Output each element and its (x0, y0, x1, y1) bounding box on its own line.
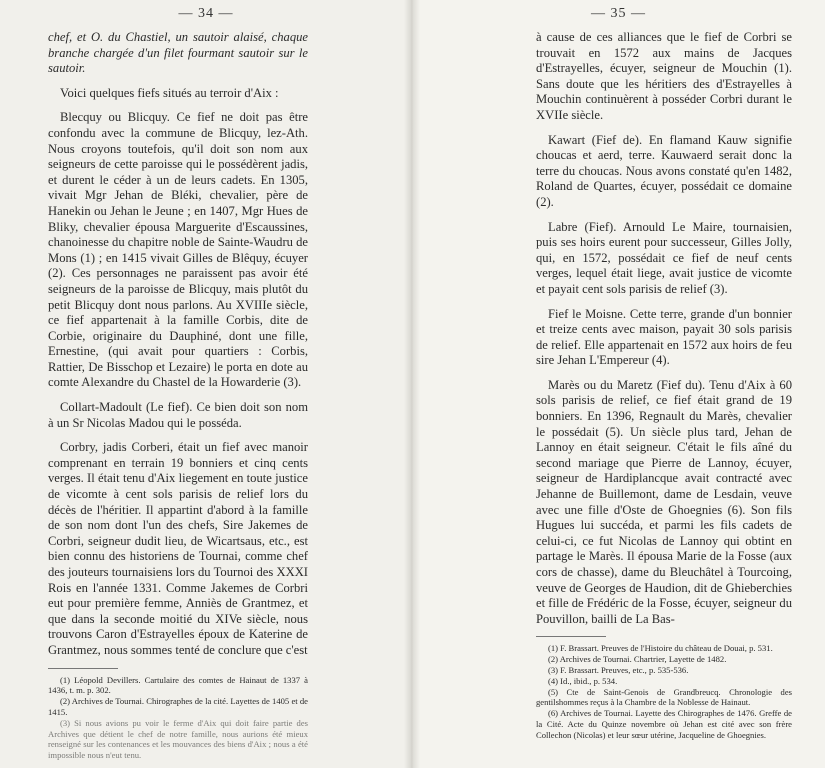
paragraph: chef, et O. du Chastiel, un sautoir alaisé, chaque branche chargée d'un filet fourmant sautoir sur le sautoir. (48, 30, 308, 76)
paragraph: Labre (Fief). Arnould Le Maire, tournaisien, puis ses hoirs eurent pour successeur, Gilles Jolly, qui, en 1572, possédait ce fief de neuf cents verges, lequel était liege, avait justice de vicomte et payait cent sols parisis de relief (3). (536, 219, 792, 296)
footnotes (48, 675, 308, 761)
paragraph: Fief le Moisne. Cette terre, grande d'un bonnier et treize cents avec maison, payait 30 sols parisis de relief. Elle appartenait en 1572 aux hoirs de feu sire Jehan L'Empereur (4). (536, 306, 792, 368)
paragraph: à cause de ces alliances que le fief de Corbri se trouvait en 1572 aux mains de Jacques d'Estrayelles, écuyer, seigneur de Mouchin (1). Sans doute que les héritiers des d'Estrayelles à Mouchin continuèrent à posséder Corbri durant le XVIIe siècle. (536, 30, 792, 122)
footnote: (3) Si nous avions pu voir le ferme d'Aix qui doit faire partie des Archives que détient le chef de notre famille, nous aurions été mieux renseigné sur les contenances et les mouvances des biens d'Aix ; nous a été impossible nous n'eut tenu. (48, 717, 308, 761)
footnote: (3) F. Brassart. Preuves, etc., p. 535-536. (548, 664, 689, 675)
paragraph: Blecquy ou Blicquy. Ce fief ne doit pas être confondu avec la commune de Blicquy, lez-Ath. Nous croyons toutefois, qu'il doit son nom aux seigneurs de cette paroisse qui le possédèrent jadis, et durent le céder à un de leurs cadets. En 1305, vivait Mgr Jehan de Bléki, chevalier, père de Hanekin ou Jehan le Jeune ; en 1407, Mgr Hues de Bliky, chevalier épousa Marguerite d'Escaussines, chanoinesse du chapitre noble de Sainte-Waudru de Mons (1) ; en 1415 vivait Gilles de Blêquy, écuyer (2). Ces personnages ne paraissent pas avoir été seigneurs de la paroisse de Blicquy, mais plutôt du petit Blicquy dont nous parlons. Au XVIIIe siècle, ce fief appartenait à la famille Corbis, dite de Corbie, originaire du Dauphiné, dont une fille, Ernestine, (qui avait pour quartiers : Corbis, Rattier, De Bisschop et Lezaire) le porta en dote au comte Alexandre du Chastel de la Howarderie (3). (48, 110, 308, 390)
page-number: — 35 — (591, 6, 646, 21)
footnote: (5) Cte de Saint-Genois de Grandbreucq. Chronologie des gentilshommes reçus à la Chambre de la Noblesse de Hainaut. (536, 686, 792, 708)
paragraph: Corbry, jadis Corberi, était un fief avec manoir comprenant en terrain 19 bonniers et cinq cents verges. Il était tenu d'Aix liegement en toute justice de vicomte à cent sols parisis de relief lors du décès de l'héritier. Il appartint d'abord à la famille de son nom dont l'un des chefs, Sire Jakemes de Corbri, seigneur dudit lieu, de Wicartsaus, etc., est bien connu des historiens de Tournai, comme chef des jouteurs tournaisiens lors du Tournoi des XXXI Rois en l'année 1331. Comme Jakemes de Corbri eut pour première femme, Anniès de Grantmez, et que dans la seconde moitié du XIVe siècle, nous trouvons Caron d'Estrayelles époux de Katerine de Grantmez, nous sommes tenté de conclure que c'est (48, 440, 308, 657)
footnote: (6) Archives de Tournai. Layette des Chirographes de 1476. Greffe de la Cité. Acte du Quinze novembre où Jehan est cité avec son frère Collechon (Nicolas) et leur sœur utérine, Jacqueline de Ghoegnies. (536, 708, 792, 740)
footnotes (536, 643, 792, 740)
left-page (0, 0, 412, 768)
paragraph: Kawart (Fief de). En flamand Kauw signifie choucas et aerd, terre. Kauwaerd serait donc la terre du choucas. Nous avons constaté qu'en 1482, Roland de Quartes, écuyer, possédait ce domaine (2). (536, 132, 792, 209)
footnote: (4) Id., ibid., p. 534. (548, 675, 618, 686)
book-gutter (404, 0, 420, 768)
page-number: — 34 — (178, 6, 234, 21)
footnote: (2) Archives de Tournai. Chirographes de la cité. Layettes de 1405 et de 1415. (48, 696, 308, 717)
paragraph: Collart-Madoult (Le fief). Ce bien doit son nom à un Sr Nicolas Madou qui le posséda. (48, 400, 308, 430)
page-body (48, 30, 308, 761)
page-body (536, 30, 792, 741)
paragraph: Voici quelques fiefs situés au terroir d'Aix : (60, 85, 279, 100)
footnote-divider (536, 636, 606, 637)
footnote: (2) Archives de Tournai. Chartrier, Layette de 1482. (548, 654, 727, 665)
right-page (412, 0, 825, 768)
footnote: (1) Léopold Devillers. Cartulaire des comtes de Hainaut de 1337 à 1436, t. m. p. 302. (48, 674, 308, 696)
footnote: (1) F. Brassart. Preuves de l'Histoire du château de Douai, p. 531. (548, 643, 773, 654)
footnote-divider (48, 668, 118, 669)
paragraph: Marès ou du Maretz (Fief du). Tenu d'Aix à 60 sols parisis de relief, ce fief était grand de 19 bonniers. En 1396, Regnault du Marès, chevalier le possédait (5). Un siècle plus tard, Jehan de Lannoy en était seigneur. C'était le fils aîné du second mariage que Pierre de Lannoy, écuyer, seigneur de Hardiplancque avait contracté avec Jehanne de Buillemont, dame de Lesdain, veuve avec une fille d'Oste de Ghoegnies (6). Son fils Hugues lui succéda, et parmi les fils cadets de celui-ci, ce fut Nicolas de Lannoy qui obtint en partage le Marès. Il épousa Marie de la Fosse (aux cors de chasse), dame du Bleuchâtel à Tourcoing, veuve de Georges de Haudion, dit de Ghieberchies et fille de Frédéric de la Fosse, écuyer, seigneur du Pouvillon, bailli de La Bas- (536, 377, 792, 626)
